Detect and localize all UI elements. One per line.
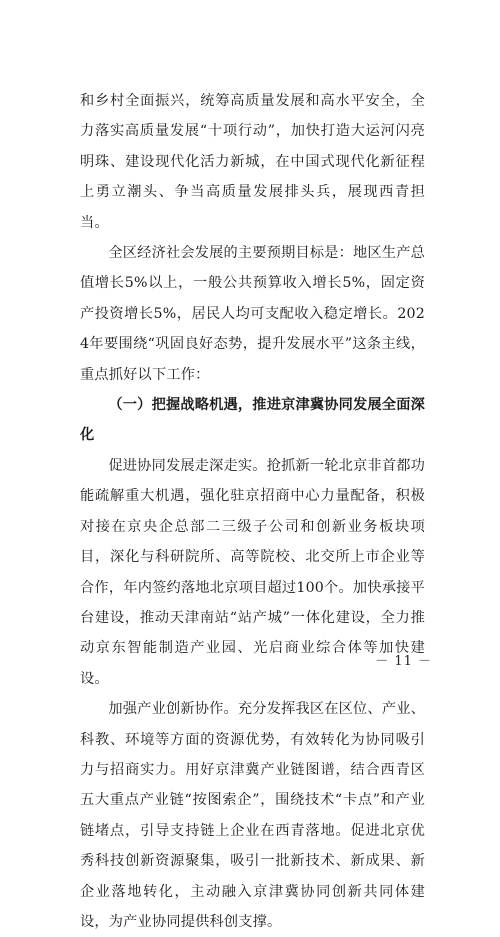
paragraph-targets: 全区经济社会发展的主要预期目标是：地区生产总值增长5%以上，一般公共预算收入增长5%，固定资产投资增长5%，居民人均可支配收入稳定增长。2024年要围绕“巩固良好态势，提升发展水平”这条主线，重点抓好以下工作： [80, 245, 425, 383]
page-number: － 11 － [375, 654, 432, 669]
section-heading: （一）把握战略机遇，推进京津冀协同发展全面深化 [80, 397, 425, 444]
document-body [80, 86, 425, 937]
paragraph-industry: 加强产业创新协作。充分发挥我区在区位、产业、科教、环境等方面的资源优势，有效转化为协同吸引力与招商实力。用好京津冀产业链图谱，结合西青区五大重点产业链“按图索企”，围绕技术“卡点”和产业链堵点，引导支持链上企业在西青落地。促进北京优秀科技创新资源聚集，吸引一批新技术、新成果、新企业落地转化，主动融入京津冀协同创新共同体建设，为产业协同提供科创支撑。 [80, 701, 425, 930]
paragraph-coordination: 促进协同发展走深走实。抢抓新一轮北京非首都功能疏解重大机遇，强化驻京招商中心力量配备，积极对接在京央企总部二三级子公司和创新业务板块项目，深化与科研院所、高等院校、北交所上市企业等合作，年内签约落地北京项目超过100个。加快承接平台建设，推动天津南站“站产城”一体化建设，全力推动京东智能制造产业园、光启商业综合体等加快建设。 [80, 457, 425, 687]
paragraph-continuation: 和乡村全面振兴，统筹高质量发展和高水平安全，全力落实高质量发展“十项行动”，加快打造大运河闪亮明珠、建设现代化活力新城，在中国式现代化新征程上勇立潮头、争当高质量发展排头兵，展现西青担当。 [80, 93, 425, 231]
